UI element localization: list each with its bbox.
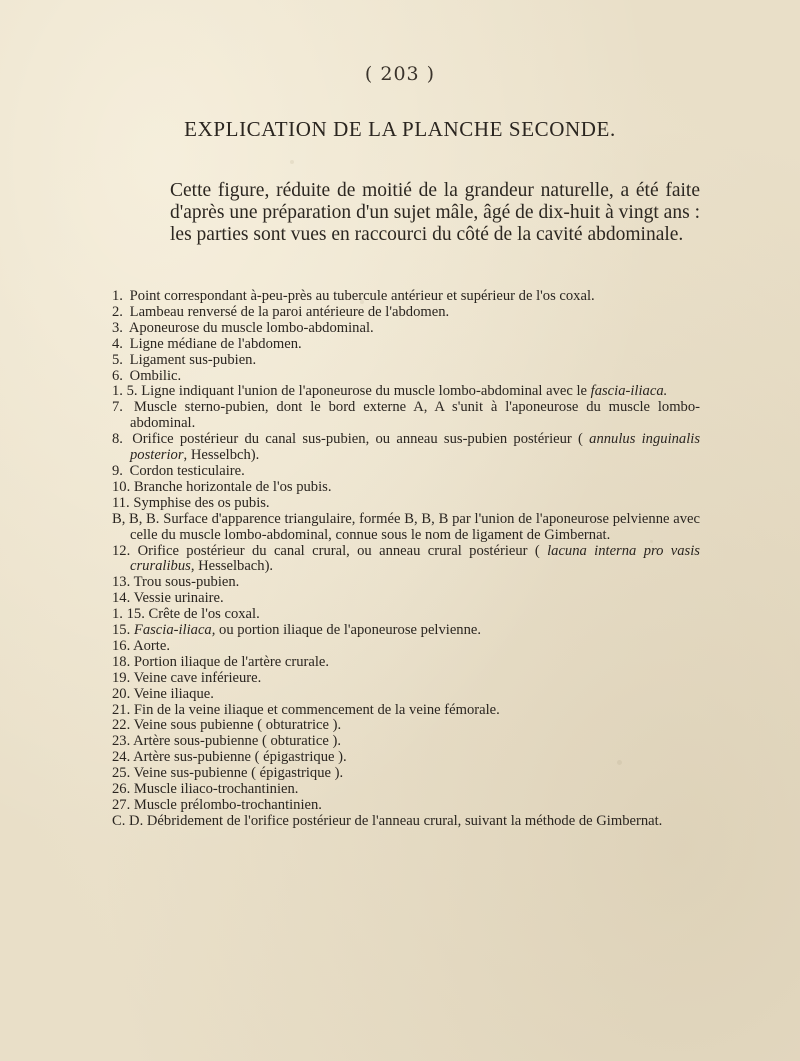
- legend-entry-main-text: Point correspondant à-peu-près au tubercule antérieur et supérieur de l'os coxal.: [129, 288, 595, 304]
- legend-entry: [112, 512, 700, 544]
- legend-entry-number: 1.: [112, 288, 123, 304]
- legend-entry-number: 13.: [112, 574, 131, 591]
- legend-entry-text: [133, 638, 170, 654]
- legend-entry-number: 20.: [112, 685, 131, 702]
- legend-entry-text: [129, 320, 374, 336]
- legend-entry-main-text: Orifice postérieur du canal crural, ou anneau crural postérieur (: [137, 542, 540, 559]
- legend-entry-text: [134, 590, 224, 606]
- legend-entry: [112, 798, 700, 814]
- legend-entry: [112, 782, 700, 798]
- legend-entry-text: [130, 431, 700, 463]
- legend-entry-text: [133, 495, 269, 511]
- legend-entry-number: 6.: [112, 367, 123, 384]
- legend-list: [112, 289, 700, 830]
- legend-entry-text: [134, 670, 262, 686]
- legend-entry: [112, 703, 700, 719]
- legend-entry-main-text: Cordon testiculaire.: [129, 462, 245, 479]
- legend-entry-main-text: Muscle prélombo-trochantinien.: [133, 797, 322, 813]
- legend-entry: [112, 400, 700, 432]
- legend-entry: [112, 639, 700, 655]
- legend-entry-main-text: Ligne indiquant l'union de l'aponeurose du muscle lombo-abdominal avec le: [141, 383, 587, 400]
- legend-entry-main-text: Muscle sterno-pubien, dont le bord externe A, A s'unit à l'aponeurose du muscle lombo-abdominal.: [130, 399, 700, 432]
- legend-entry-number: 12.: [112, 542, 131, 559]
- legend-entry-number: 11.: [112, 494, 130, 511]
- legend-entry-text: [134, 574, 240, 590]
- legend-entry-text: [134, 654, 329, 670]
- legend-entry: [112, 718, 700, 734]
- legend-entry: [112, 432, 700, 464]
- intro-paragraph: [170, 180, 700, 246]
- legend-entry-italic-text: fascia-iliaca.: [590, 383, 668, 400]
- legend-entry-main-text: Débridement de l'orifice postérieur de l'anneau crural, suivant la méthode de Gimbernat.: [146, 812, 663, 829]
- legend-entry-number: 24.: [112, 749, 131, 766]
- legend-entry-number: 14.: [112, 590, 131, 607]
- legend-entry: [112, 687, 700, 703]
- legend-entry-main-text: Veine cave inférieure.: [133, 669, 262, 686]
- legend-entry-main-text: Branche horizontale de l'os pubis.: [133, 478, 332, 495]
- legend-entry-main-text: Artère sous-pubienne ( obturatice ).: [133, 733, 341, 750]
- legend-entry-italic-text: annulus inguinalis posterior: [130, 431, 701, 464]
- legend-entry: [112, 369, 700, 385]
- legend-entry-number: 10.: [112, 478, 131, 495]
- legend-entry-text: [130, 304, 449, 320]
- legend-entry-text: [133, 749, 347, 765]
- legend-entry-number: 22.: [112, 717, 131, 734]
- legend-entry-text: [134, 781, 299, 797]
- legend-entry-number: 18.: [112, 653, 131, 670]
- legend-entry-main-text: Portion iliaque de l'artère crurale.: [133, 653, 330, 670]
- legend-entry-main-text: Artère sus-pubienne ( épigastrique ).: [133, 749, 347, 766]
- legend-entry-main-text: Veine sous pubienne ( obturatrice ).: [133, 717, 342, 734]
- legend-entry: [112, 623, 700, 639]
- legend-entry-number: 16.: [112, 637, 131, 654]
- legend-entry-number: 1. 5.: [112, 383, 138, 400]
- legend-entry-text: [130, 336, 302, 352]
- legend-entry-text: [134, 479, 332, 495]
- legend-entry-text: [130, 399, 700, 431]
- legend-entry-number: 8.: [112, 431, 123, 448]
- legend-entry: [112, 607, 700, 623]
- legend-entry-text: [149, 606, 260, 622]
- legend-entry: [112, 814, 700, 830]
- legend-entry: [112, 353, 700, 369]
- legend-entry-text: [134, 622, 481, 638]
- legend-entry-number: 3.: [112, 319, 123, 336]
- legend-entry: [112, 575, 700, 591]
- legend-entry: [112, 464, 700, 480]
- legend-entry-main-text: Crête de l'os coxal.: [148, 606, 260, 623]
- legend-entry-number: 7.: [112, 399, 123, 416]
- legend-entry-main-text: Aponeurose du muscle lombo-abdominal.: [128, 319, 374, 336]
- legend-entry-main-text: Ligne médiane de l'abdomen.: [129, 335, 302, 352]
- legend-entry: [112, 766, 700, 782]
- legend-entry-trailing-text: , Hesselbach).: [190, 558, 274, 575]
- legend-entry: [112, 734, 700, 750]
- legend-entry-main-text: Trou sous-pubien.: [133, 574, 240, 591]
- legend-entry-text: [130, 511, 700, 543]
- legend-entry-main-text: Fin de la veine iliaque et commencement de la veine fémorale.: [133, 701, 500, 718]
- legend-entry-text: [134, 797, 322, 813]
- page-number: ( 203 ): [364, 63, 436, 85]
- legend-entry-italic-text: lacuna interna pro vasis cruralibus: [130, 542, 700, 575]
- legend-entry-number: B, B, B.: [112, 510, 160, 527]
- legend-entry: [112, 289, 700, 305]
- legend-entry-main-text: Orifice postérieur du canal sus-pubien, ou anneau sus-pubien postérieur (: [132, 431, 583, 448]
- legend-entry: [112, 305, 700, 321]
- legend-entry-text: [130, 543, 700, 575]
- legend-entry-text: [147, 813, 662, 829]
- legend-entry-main-text: Vessie urinaire.: [133, 590, 224, 607]
- legend-entry-main-text: Veine iliaque.: [133, 685, 214, 702]
- legend-entry-main-text: Lambeau renversé de la paroi antérieure de l'abdomen.: [129, 303, 450, 320]
- legend-entry-number: 27.: [112, 797, 131, 813]
- page-title: EXPLICATION DE LA PLANCHE SECONDE.: [184, 117, 616, 141]
- legend-entry-number: 15.: [112, 622, 131, 639]
- legend-entry-text: [133, 733, 341, 749]
- legend-entry: [112, 337, 700, 353]
- legend-entry-number: 9.: [112, 462, 123, 479]
- legend-entry-text: [134, 717, 342, 733]
- intro-text: Cette figure, réduite de moitié de la grandeur naturelle, a été faite d'après une préparation d'un sujet mâle, âgé de dix-huit à vingt ans : les parties sont vues en raccourci du côté de la cavité abdominale.: [170, 180, 700, 245]
- legend-entry-main-text: Symphise des os pubis.: [133, 494, 270, 511]
- legend-entry-number: 26.: [112, 781, 131, 798]
- legend-entry: [112, 544, 700, 576]
- legend-entry: [112, 591, 700, 607]
- legend-entry: [112, 480, 700, 496]
- legend-entry-number: 4.: [112, 335, 123, 352]
- legend-entry-number: 1. 15.: [112, 606, 145, 623]
- legend-entry-number: 2.: [112, 303, 123, 320]
- legend-entry: [112, 750, 700, 766]
- legend-entry-main-text: Veine sus-pubienne ( épigastrique ).: [133, 765, 344, 782]
- legend-entry-text: [134, 765, 344, 781]
- legend-entry-main-text: Muscle iliaco-trochantinien.: [133, 781, 299, 798]
- legend-entry-text: [130, 352, 256, 368]
- legend-entry-number: 25.: [112, 765, 131, 782]
- legend-entry-text: [130, 288, 595, 304]
- legend-entry-number: C. D.: [112, 812, 144, 829]
- legend-entry-main-text: Ligament sus-pubien.: [129, 351, 257, 368]
- legend-entry: [112, 384, 700, 400]
- legend-entry-main-text: Aorte.: [133, 637, 170, 654]
- legend-entry-trailing-text: ou portion iliaque de l'aponeurose pelvienne.: [215, 622, 482, 639]
- legend-entry-trailing-text: , Hesselbch).: [183, 447, 260, 464]
- paper-speck: [290, 160, 294, 164]
- legend-entry-text: [130, 368, 181, 384]
- legend-entry-number: 5.: [112, 351, 123, 368]
- legend-entry-text: [141, 383, 667, 399]
- legend-entry-main-text: Surface d'apparence triangulaire, formée B, B, B par l'union de l'aponeurose pelvienne avec celle du muscle lombo-abdominal, connue sous le nom de ligament de Gimbernat.: [130, 510, 700, 543]
- legend-entry: [112, 321, 700, 337]
- legend-entry-text: [130, 463, 245, 479]
- legend-entry-number: 21.: [112, 701, 131, 718]
- legend-entry: [112, 496, 700, 512]
- legend-entry-number: 19.: [112, 669, 131, 686]
- legend-entry-text: [134, 686, 214, 702]
- legend-entry-text: [134, 702, 500, 718]
- legend-entry: [112, 655, 700, 671]
- legend-entry: [112, 671, 700, 687]
- legend-entry-main-text: Ombilic.: [129, 367, 182, 384]
- legend-entry-number: 23.: [112, 733, 131, 750]
- legend-entry-italic-text: Fascia-iliaca,: [133, 622, 216, 639]
